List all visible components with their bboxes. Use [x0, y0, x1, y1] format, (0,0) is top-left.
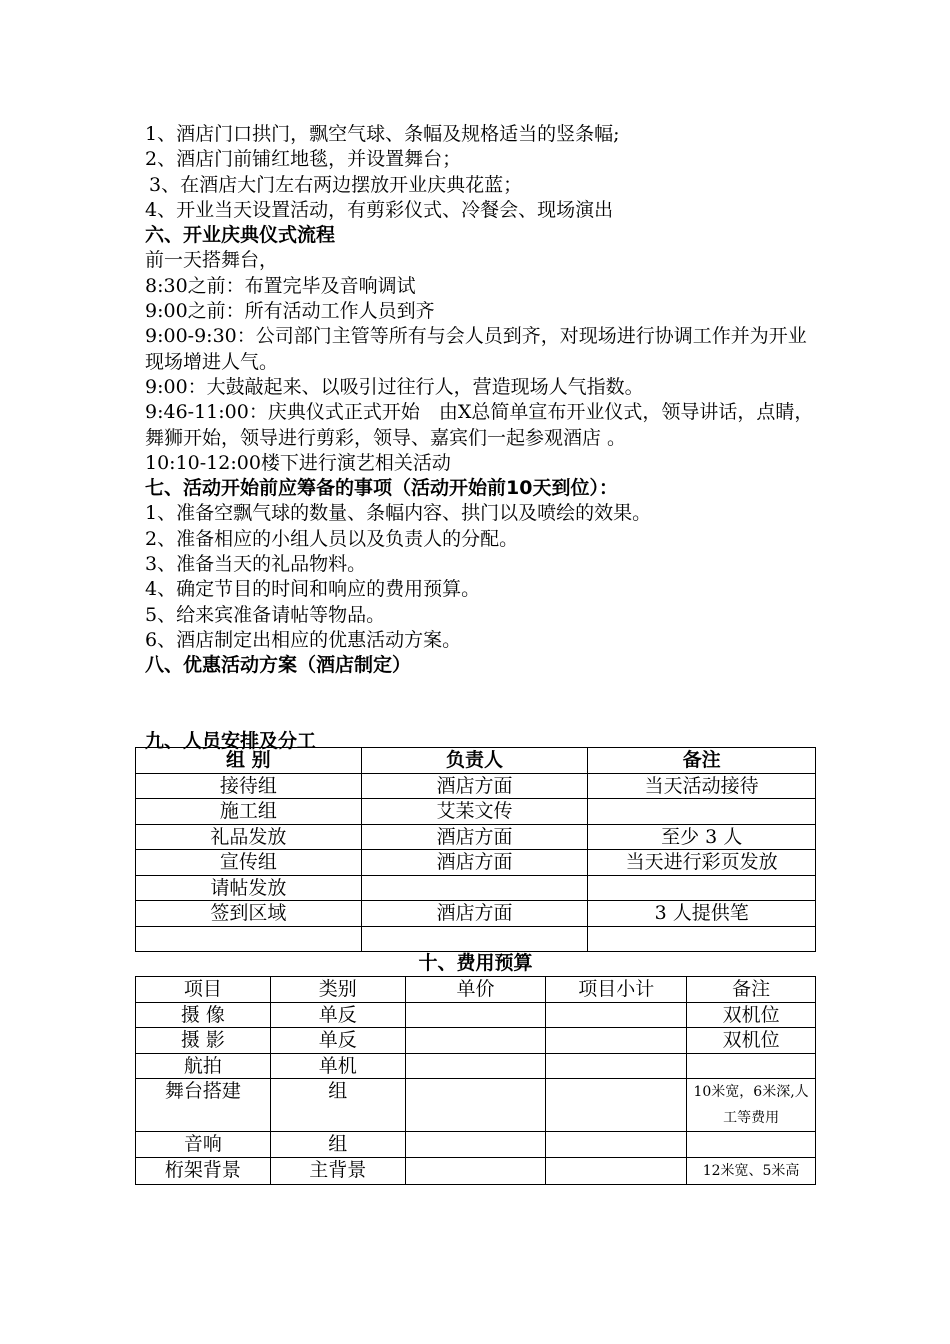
section-heading-8: 八、优惠活动方案（酒店制定）	[145, 654, 412, 677]
section-heading-9: 九、人员安排及分工	[145, 729, 317, 752]
table-cell: 单反	[270, 1028, 405, 1054]
text-line: 2、酒店门前铺红地毯，并设置舞台；	[145, 148, 462, 171]
table-row	[136, 1079, 816, 1132]
table-cell: 3 人提供笔	[588, 901, 816, 927]
flow-line: 前一天搭舞台，	[145, 249, 279, 272]
table-cell: 当天进行彩页发放	[588, 850, 816, 876]
table-cell: 酒店方面	[361, 901, 588, 927]
table-cell	[405, 1079, 546, 1132]
table-row	[136, 773, 816, 799]
table-header: 负责人	[361, 748, 588, 774]
table-header: 单价	[405, 977, 546, 1003]
table-header-row	[136, 748, 816, 774]
table-cell: 当天活动接待	[588, 773, 816, 799]
table-cell: 摄 影	[136, 1028, 271, 1054]
table-cell: 舞台搭建	[136, 1079, 271, 1132]
table-row	[136, 824, 816, 850]
table-cell	[405, 1028, 546, 1054]
table-cell: 礼品发放	[136, 824, 362, 850]
table-cell	[588, 875, 816, 901]
document-body	[145, 122, 825, 754]
flow-line: 9:00之前：所有活动工作人员到齐	[145, 300, 435, 323]
table-cell: 签到区域	[136, 901, 362, 927]
table-cell: 双机位	[687, 1002, 816, 1028]
prep-item: 6、酒店制定出相应的优惠活动方案。	[145, 628, 462, 651]
table-cell: 单机	[270, 1053, 405, 1079]
table-cell: 音响	[136, 1132, 271, 1158]
table-cell	[588, 926, 816, 952]
prep-item: 3、准备当天的礼品物料。	[145, 553, 367, 576]
table-cell	[687, 1053, 816, 1079]
section-heading-7: 七、活动开始前应筹备的事项（活动开始前10天到位）：	[145, 477, 618, 500]
table-header: 组 别	[136, 748, 362, 774]
table-row	[136, 901, 816, 927]
table-cell	[546, 1079, 687, 1132]
table-row	[136, 1053, 816, 1079]
flow-line: 8:30之前：布置完毕及音响调试	[145, 274, 416, 297]
table-cell	[405, 1132, 546, 1158]
table-cell	[361, 875, 588, 901]
prep-item: 1、准备空飘气球的数量、条幅内容、拱门以及喷绘的效果。	[145, 502, 652, 525]
budget-table	[135, 976, 816, 1185]
table-cell	[546, 1002, 687, 1028]
table-cell: 摄 像	[136, 1002, 271, 1028]
table-cell	[405, 1157, 546, 1184]
flow-line: 10:10-12:00楼下进行演艺相关活动	[145, 451, 451, 474]
table-cell: 单反	[270, 1002, 405, 1028]
flow-line: 9:00-9:30：公司部门主管等所有与会人员到齐，对现场进行协调工作并为开业现场增进人气。	[145, 325, 807, 373]
table-cell	[687, 1132, 816, 1158]
text-line: 4、开业当天设置活动，有剪彩仪式、冷餐会、现场演出	[145, 198, 614, 221]
table-cell: 12米宽、5米高	[687, 1157, 816, 1184]
flow-line: 9:00：大鼓敲起来、以吸引过往行人，营造现场人气指数。	[145, 375, 644, 398]
table-cell	[546, 1157, 687, 1184]
table-cell: 施工组	[136, 799, 362, 825]
table-cell: 酒店方面	[361, 824, 588, 850]
table-header-row	[136, 977, 816, 1003]
text-line: 1、酒店门口拱门，飘空气球、条幅及规格适当的竖条幅;	[145, 123, 620, 145]
table-row	[136, 1002, 816, 1028]
table-cell	[136, 926, 362, 952]
prep-item: 4、确定节目的时间和响应的费用预算。	[145, 578, 481, 601]
table-cell: 主背景	[270, 1157, 405, 1184]
table-cell	[546, 1132, 687, 1158]
prep-item: 5、给来宾准备请帖等物品。	[145, 603, 386, 626]
table-cell: 酒店方面	[361, 773, 588, 799]
flow-line: 9:46-11:00：庆典仪式正式开始 由X总简单宣布开业仪式，领导讲话，点睛，舞狮开始，领导进行剪彩，领导、嘉宾们一起参观酒店 。	[145, 401, 814, 449]
table-row	[136, 850, 816, 876]
table-cell: 桁架背景	[136, 1157, 271, 1184]
table-row	[136, 799, 816, 825]
table-cell: 酒店方面	[361, 850, 588, 876]
table-cell: 双机位	[687, 1028, 816, 1054]
table-row	[136, 875, 816, 901]
section-heading-6: 六、开业庆典仪式流程	[145, 224, 336, 247]
table-cell: 至少 3 人	[588, 824, 816, 850]
table-row	[136, 1028, 816, 1054]
text-line: 3、在酒店大门左右两边摆放开业庆典花蓝；	[149, 173, 523, 196]
table-row	[136, 1157, 816, 1184]
spacer	[145, 679, 825, 729]
table-header: 项目小计	[546, 977, 687, 1003]
table-header: 类别	[270, 977, 405, 1003]
table-cell	[405, 1053, 546, 1079]
table-cell	[361, 926, 588, 952]
table-header: 项目	[136, 977, 271, 1003]
staff-table	[135, 747, 816, 952]
table-cell: 接待组	[136, 773, 362, 799]
table-cell: 宣传组	[136, 850, 362, 876]
table-row	[136, 926, 816, 952]
table-cell: 请帖发放	[136, 875, 362, 901]
table-cell: 组	[270, 1132, 405, 1158]
table-cell: 10米宽，6米深,人工等费用	[687, 1079, 816, 1132]
table-cell: 航拍	[136, 1053, 271, 1079]
table-header: 备注	[687, 977, 816, 1003]
table-cell	[546, 1028, 687, 1054]
section-heading-10: 十、费用预算	[418, 952, 533, 974]
table-cell: 组	[270, 1079, 405, 1132]
table-cell: 艾苿文传	[361, 799, 588, 825]
table-cell	[588, 799, 816, 825]
prep-item: 2、准备相应的小组人员以及负责人的分配。	[145, 527, 519, 550]
table-cell	[405, 1002, 546, 1028]
table-cell	[546, 1053, 687, 1079]
table-row	[136, 1132, 816, 1158]
table-header: 备注	[588, 748, 816, 774]
